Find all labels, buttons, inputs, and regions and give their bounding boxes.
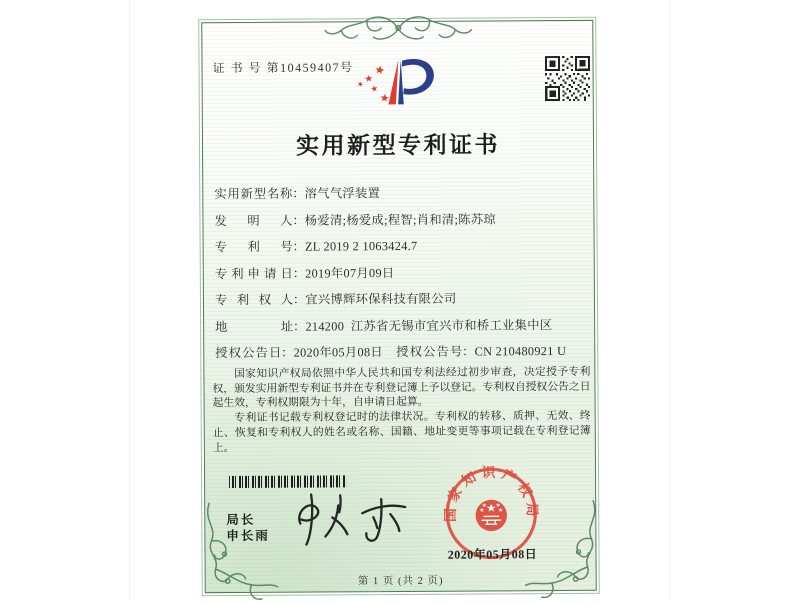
field-label: 实用新型名称 bbox=[214, 186, 293, 202]
director-signature-icon bbox=[286, 487, 416, 550]
field-label: 授权公告日 bbox=[215, 345, 282, 361]
field-value: ZL 2019 2 1063424.7 bbox=[304, 238, 418, 254]
colon: ： bbox=[292, 239, 305, 254]
legal-paragraph-1: 国家知识产权局依照中华人民共和国专利法经过初步审查，决定授予专利权，颁发实用新型专利证书并在专利登记簿上予以登记。专利权自授权公告之日起生效，专利权期限为十年，自申请日起算。 bbox=[212, 365, 591, 410]
scan-edge-left bbox=[129, 0, 130, 600]
field-row-inventors bbox=[214, 208, 588, 228]
field-label: 授权公告号 bbox=[396, 344, 463, 360]
field-label: 专利申请日 bbox=[214, 266, 293, 281]
cnipa-patent-logo-icon bbox=[354, 56, 438, 111]
field-value: 杨爱清;杨爱成;程智;肖和清;陈苏琼 bbox=[304, 211, 497, 228]
field-row-name bbox=[214, 182, 588, 202]
field-label: 发明人 bbox=[214, 213, 293, 228]
colon: ： bbox=[281, 345, 294, 360]
field-value: 宜兴博辉环保科技有限公司 bbox=[305, 291, 457, 307]
colon: ： bbox=[292, 186, 305, 201]
field-row-grant bbox=[215, 341, 589, 361]
colon: ： bbox=[292, 292, 306, 307]
field-label: 专利权人 bbox=[214, 292, 293, 308]
certificate-frame bbox=[201, 20, 596, 593]
field-label: 专利号 bbox=[214, 239, 293, 255]
colon: ： bbox=[293, 319, 306, 334]
certificate-number: 证 书 号 第10459407号 bbox=[212, 60, 354, 76]
barcode-icon bbox=[229, 475, 346, 488]
certificate-title: 实用新型专利证书 bbox=[295, 132, 501, 159]
field-label: 地址 bbox=[215, 319, 294, 334]
director-name: 申长雨 bbox=[226, 528, 270, 544]
scan-edge-right bbox=[669, 0, 670, 600]
legal-body-text bbox=[212, 365, 591, 456]
grant-date-group bbox=[215, 345, 383, 360]
director-title: 局长 bbox=[226, 512, 256, 528]
colon: ： bbox=[292, 266, 306, 281]
colon: ： bbox=[462, 344, 475, 359]
national-emblem-icon bbox=[476, 500, 508, 532]
page-number: 第 1 页 (共 2 页) bbox=[357, 575, 444, 588]
field-value: CN 210480921 U bbox=[474, 343, 567, 359]
field-value: 溶气气浮装置 bbox=[304, 186, 381, 201]
seal-date: 2020年05月08日 bbox=[447, 547, 538, 562]
field-row-address bbox=[215, 314, 589, 334]
colon: ： bbox=[292, 213, 305, 228]
legal-paragraph-2: 专利证书记载专利权登记时的法律状况。专利权的转移、质押、无效、终止、恢复和专利权人的姓名或名称、国籍、地址变更等事项记载在专利登记簿上。 bbox=[212, 409, 591, 454]
qr-code-icon bbox=[543, 56, 591, 101]
field-row-filing-date bbox=[214, 261, 589, 281]
grant-number-group bbox=[396, 341, 566, 360]
top-border-flourish bbox=[323, 9, 473, 50]
seal-ring-text: 国家知识产权局 bbox=[442, 465, 540, 523]
field-row-patent-number bbox=[214, 235, 589, 255]
field-value: 214200 江苏省无锡市宜兴市和桥工业集中区 bbox=[305, 317, 553, 334]
field-rows bbox=[214, 182, 589, 370]
field-value: 2019年07月09日 bbox=[305, 265, 395, 281]
field-row-patentee bbox=[214, 288, 589, 308]
field-value: 2020年05月08日 bbox=[293, 345, 384, 360]
